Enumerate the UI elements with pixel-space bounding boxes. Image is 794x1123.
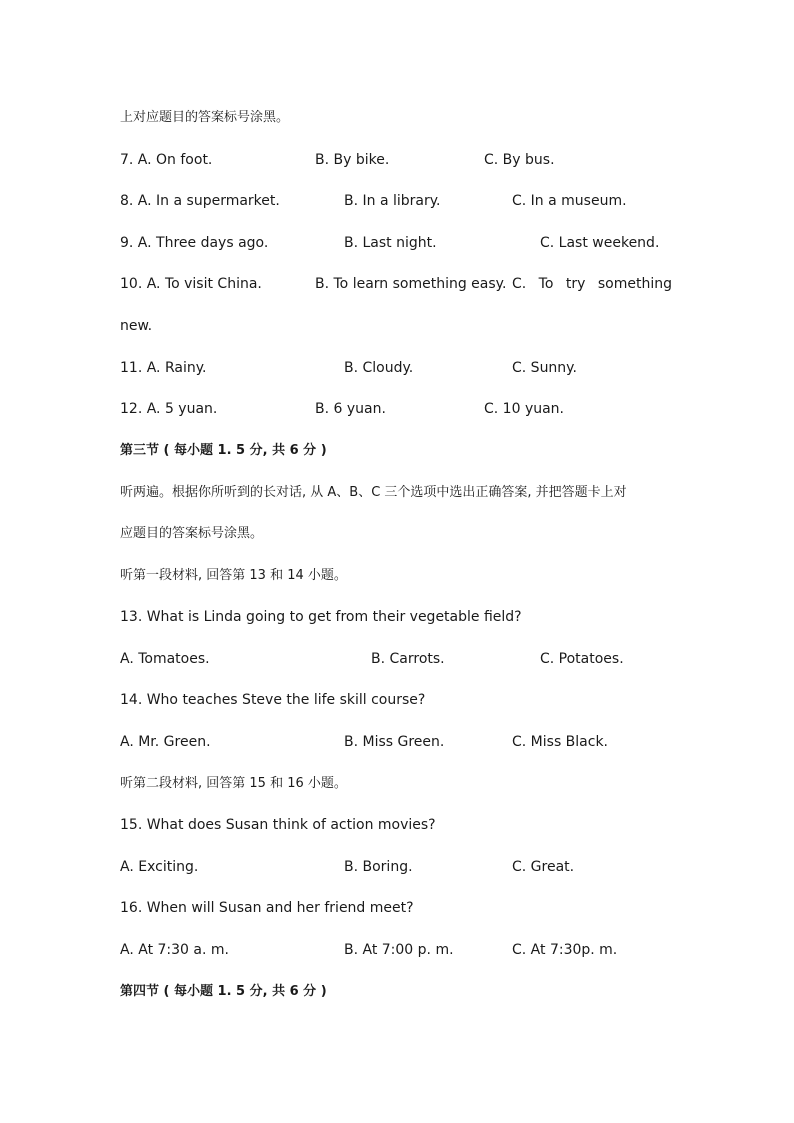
passage1-note: 听第一段材料, 回答第 13 和 14 小题。 xyxy=(120,568,347,583)
q15-option-a: A. Exciting. xyxy=(120,859,199,875)
q7-option-b: B. By bike. xyxy=(315,152,390,168)
q7-option-a: 7. A. On foot. xyxy=(120,152,213,168)
q14-stem: 14. Who teaches Steve the life skill course? xyxy=(120,692,426,708)
q11-option-c: C. Sunny. xyxy=(512,360,577,376)
q10-option-c: C. To try something xyxy=(512,276,672,292)
instruction-tail: 上对应题目的答案标号涂黑。 xyxy=(120,110,290,125)
q9-option-a: 9. A. Three days ago. xyxy=(120,235,269,251)
q10-option-a: 10. A. To visit China. xyxy=(120,276,262,292)
q11-option-b: B. Cloudy. xyxy=(344,360,414,376)
q8-option-a: 8. A. In a supermarket. xyxy=(120,193,280,209)
q11-option-a: 11. A. Rainy. xyxy=(120,360,207,376)
q12-option-c: C. 10 yuan. xyxy=(484,401,565,417)
q13-stem: 13. What is Linda going to get from their vegetable field? xyxy=(120,609,522,625)
q13-option-b: B. Carrots. xyxy=(371,651,445,667)
q9-option-c: C. Last weekend. xyxy=(540,235,660,251)
q15-stem: 15. What does Susan think of action movies? xyxy=(120,817,436,833)
q13-option-c: C. Potatoes. xyxy=(540,651,624,667)
q10-option-c-continued: new. xyxy=(120,318,153,334)
q15-option-c: C. Great. xyxy=(512,859,575,875)
q7-option-c: C. By bus. xyxy=(484,152,555,168)
q16-option-a: A. At 7:30 a. m. xyxy=(120,942,229,958)
section3-instruction-line1: 听两遍。根据你所听到的长对话, 从 A、B、C 三个选项中选出正确答案, 并把答题卡上对 xyxy=(120,485,627,500)
section3-instruction-line2: 应题目的答案标号涂黑。 xyxy=(120,526,264,541)
q13-option-a: A. Tomatoes. xyxy=(120,651,210,667)
q16-option-b: B. At 7:00 p. m. xyxy=(344,942,454,958)
q12-option-b: B. 6 yuan. xyxy=(315,401,386,417)
q9-option-b: B. Last night. xyxy=(344,235,437,251)
section3-title: 第三节 ( 每小题 1. 5 分, 共 6 分 ) xyxy=(120,443,327,458)
q15-option-b: B. Boring. xyxy=(344,859,413,875)
q10-option-b: B. To learn something easy. xyxy=(315,276,507,292)
q8-option-b: B. In a library. xyxy=(344,193,441,209)
q14-option-a: A. Mr. Green. xyxy=(120,734,211,750)
q16-stem: 16. When will Susan and her friend meet? xyxy=(120,900,414,916)
passage2-note: 听第二段材料, 回答第 15 和 16 小题。 xyxy=(120,776,347,791)
q14-option-c: C. Miss Black. xyxy=(512,734,609,750)
q12-option-a: 12. A. 5 yuan. xyxy=(120,401,218,417)
q16-option-c: C. At 7:30p. m. xyxy=(512,942,618,958)
q14-option-b: B. Miss Green. xyxy=(344,734,445,750)
q8-option-c: C. In a museum. xyxy=(512,193,627,209)
section4-title: 第四节 ( 每小题 1. 5 分, 共 6 分 ) xyxy=(120,984,327,999)
